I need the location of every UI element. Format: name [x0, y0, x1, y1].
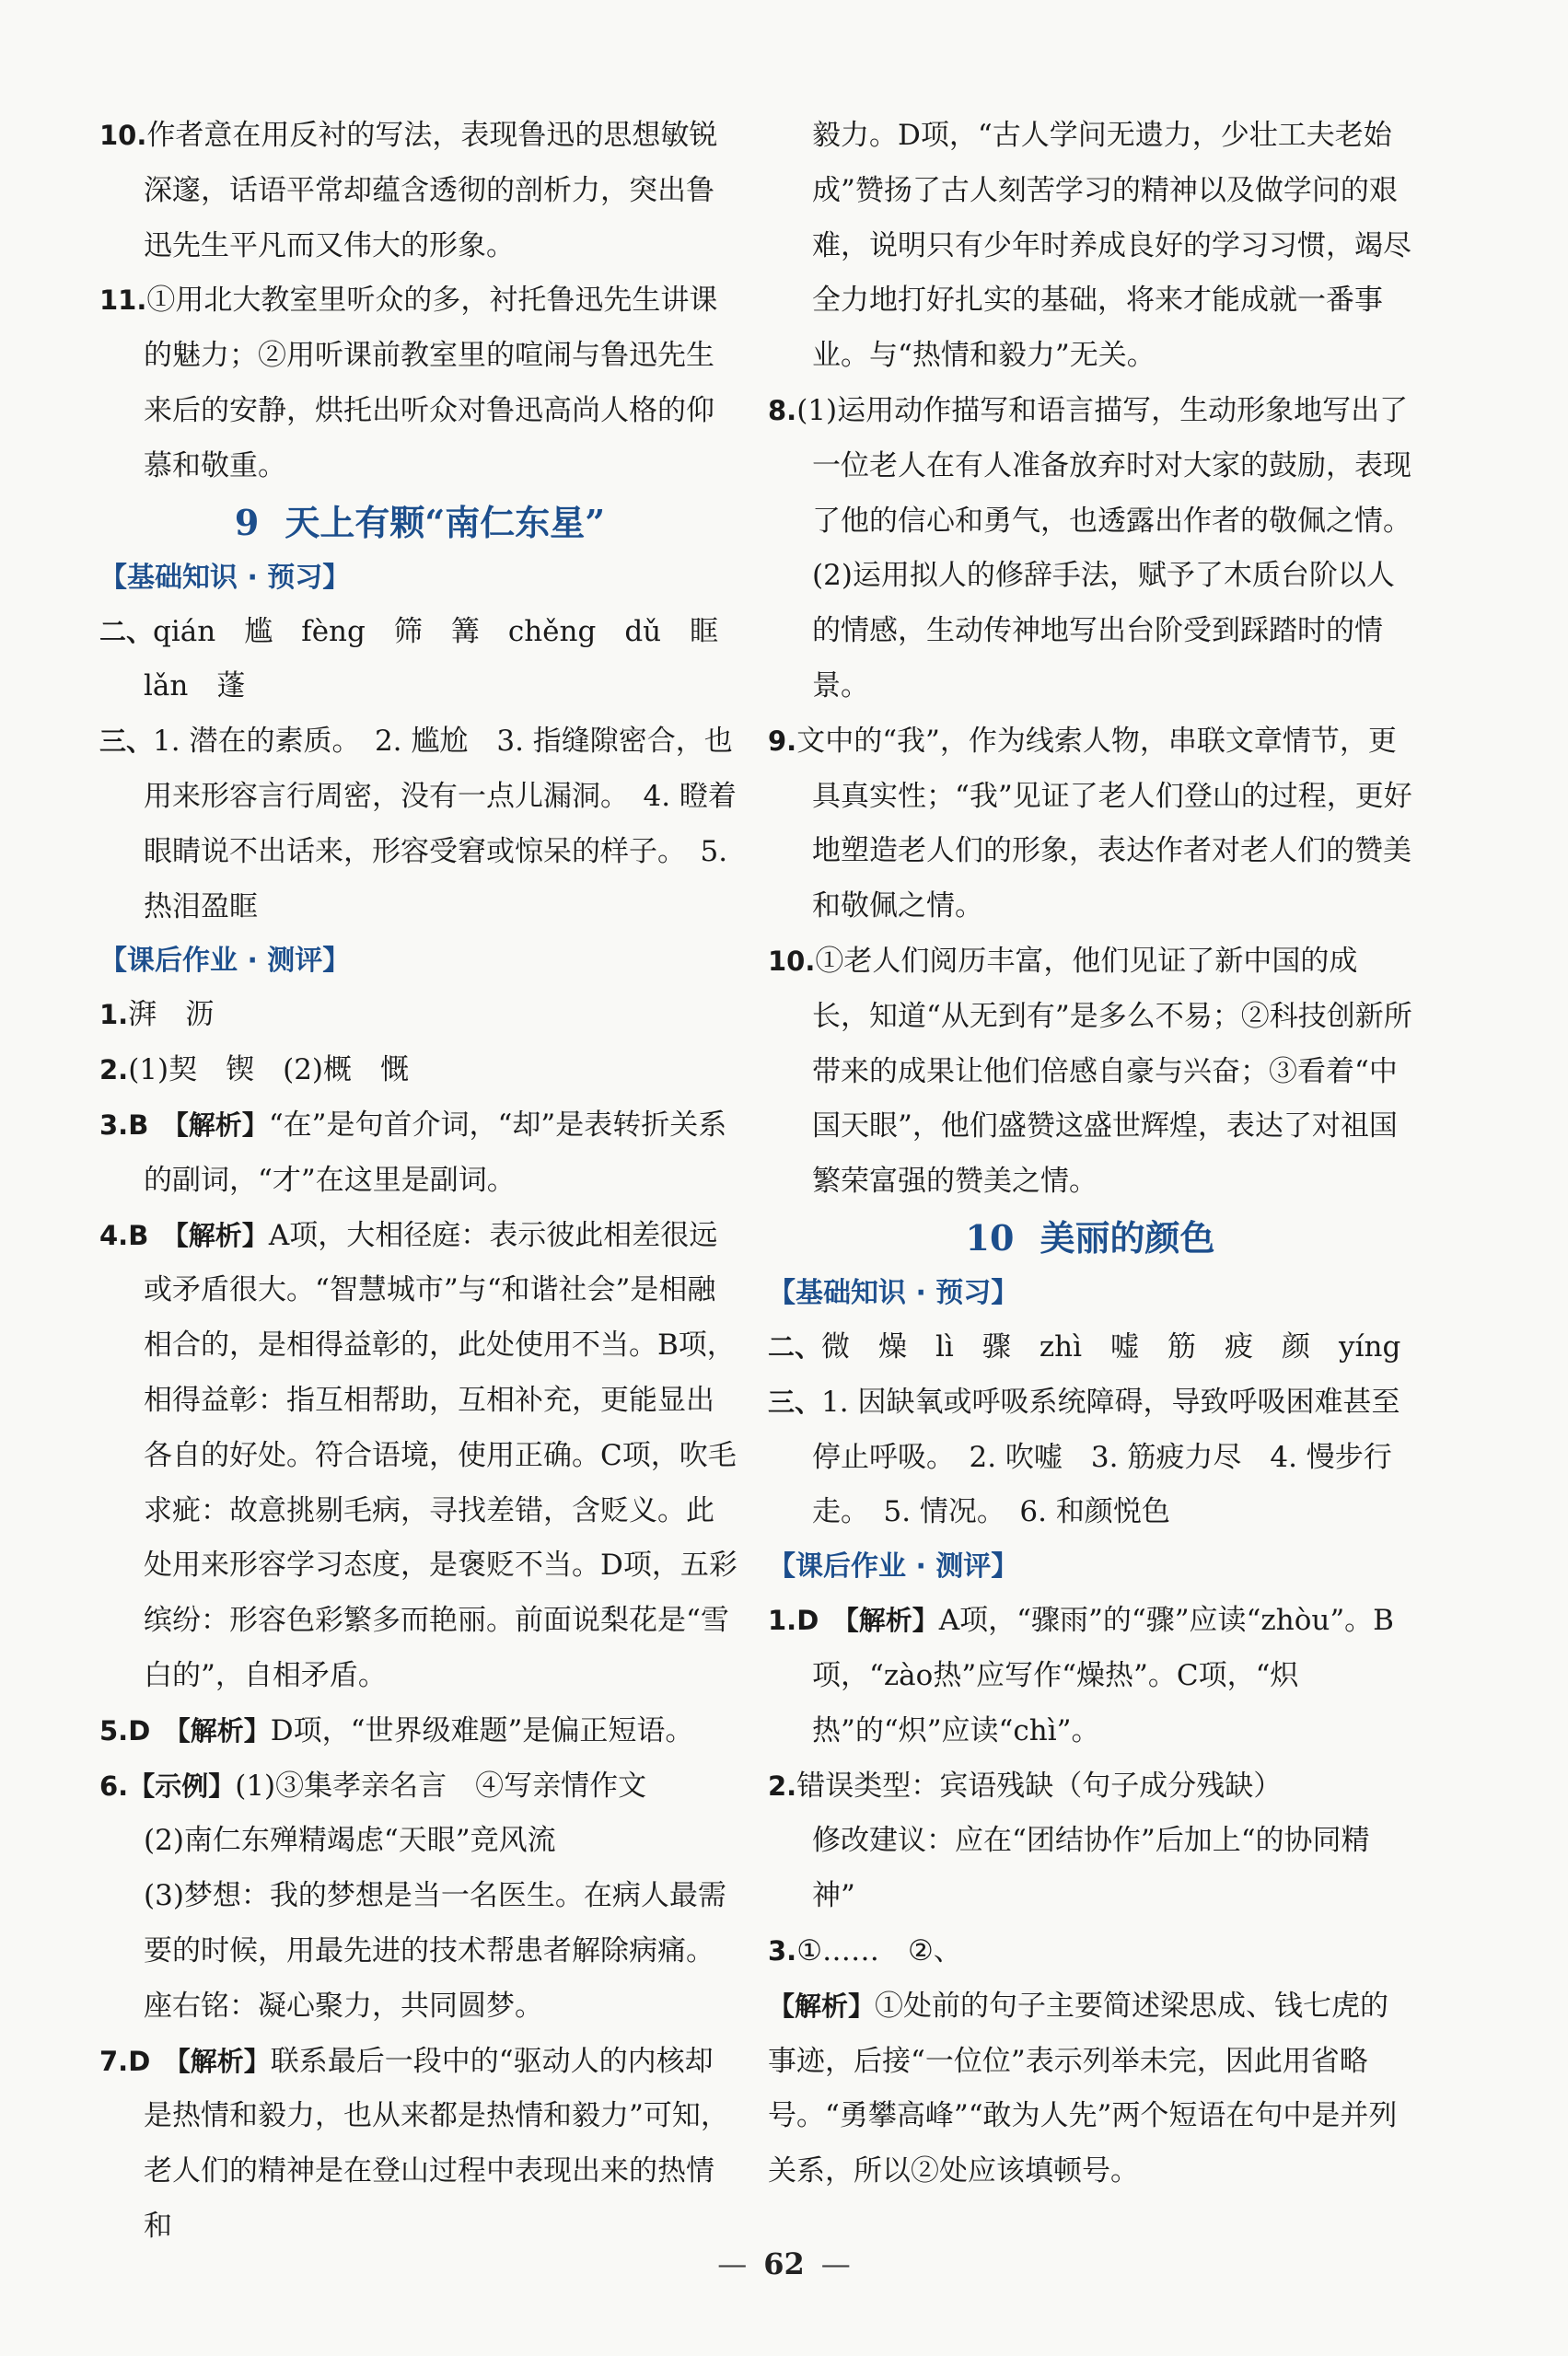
- answer-item: [768, 1375, 1412, 1540]
- answer-text: qián 尴 fèng 筛 篝 chěng dǔ 眶 lǎn 蓬: [144, 614, 748, 703]
- item-number: 二、: [768, 1330, 822, 1363]
- item-number: 三、: [99, 725, 154, 758]
- item-number: 11.: [99, 284, 147, 317]
- item-number: 5.: [99, 1714, 129, 1747]
- answer-item: [99, 1098, 740, 1209]
- item-number: 10.: [99, 120, 147, 151]
- item-number: 2.: [99, 1054, 129, 1086]
- answer-tag: B 【解析】: [128, 1219, 269, 1251]
- answer-item: [99, 1759, 740, 1815]
- chapter-title: [768, 1210, 1412, 1267]
- answer-item: [768, 1759, 1412, 1815]
- item-number: 二、: [99, 615, 154, 647]
- item-number: 1.: [99, 999, 129, 1031]
- answer-item: [768, 384, 1412, 549]
- answer-text: (1)③集孝亲名言 ④写亲情作文: [235, 1769, 647, 1803]
- page-number: 62: [763, 2246, 805, 2281]
- answer-text: 座右铭：凝心聚力，共同圆梦。: [144, 1989, 543, 2023]
- item-number: 8.: [768, 394, 797, 426]
- answer-text: A项，大相径庭：表示彼此相差很远或矛盾很大。“智慧城市”与“和谐社会”是相融相合的，是相得益彰的，此处使用不当。B项，相得益彰：指互相帮助，互相补充，更能显出各自的好处。符合语境，使用正确。C项，吹毛求疵：故意挑剔毛病，寻找差错，含贬义。此处用来形容学习态度，是褒贬不当。D项，五彩缤纷：形容色彩繁多而艳丽。前面说梨花是“雪白的”，自相矛盾。: [144, 1218, 738, 1692]
- item-number: 2.: [768, 1770, 797, 1802]
- chapter-name: 美丽的颜色: [1040, 1216, 1215, 1259]
- answer-text: 修改建议：应在“团结协作”后加上“的协同精神”: [812, 1824, 1370, 1913]
- answer-item: [99, 273, 740, 493]
- item-number: 三、: [768, 1386, 822, 1418]
- answer-tag: B 【解析】: [128, 1108, 269, 1141]
- answer-item: [99, 988, 740, 1043]
- footer-dash: —: [820, 2246, 851, 2281]
- answer-text: A项，“骤雨”的“骤”应读“zhòu”。B项，“zào热”应写作“燥热”。C项，“炽热”的“炽”应读“chì”。: [812, 1604, 1394, 1747]
- answer-text: 文中的“我”，作为线索人物，串联文章情节，更具真实性；“我”见证了老人们登山的过程，更好地塑造老人们的形象，表达作者对老人们的赞美和敬佩之情。: [796, 724, 1412, 923]
- answer-text: 联系最后一段中的“驱动人的内核却是热情和毅力，也从来都是热情和毅力”可知，老人们的精神是在登山过程中表现出来的热情和: [144, 2044, 729, 2243]
- footer-dash: —: [717, 2246, 748, 2281]
- answer-item: [99, 109, 740, 273]
- answer-continuation: [768, 109, 1412, 384]
- answer-continuation: [768, 1979, 1412, 2199]
- answer-tag: D 【解析】: [796, 1605, 939, 1637]
- section-heading: 【课后作业 · 测评】: [768, 1550, 1019, 1584]
- chapter-number: 10: [965, 1216, 1015, 1259]
- answer-text: ①处前的句子主要简述梁思成、钱七虎的事迹，后接“一位位”表示列举未完，因此用省略号。“勇攀高峰”“敢为人先”两个短语在句中是并列关系，所以②处应该填顿号。: [768, 1989, 1398, 2188]
- answer-item: [99, 1704, 740, 1759]
- section-heading: 【基础知识 · 预习】: [99, 561, 351, 594]
- left-column: [99, 109, 748, 2255]
- answer-item: [768, 1320, 1412, 1375]
- answer-text: ①…… ②、: [796, 1933, 962, 1967]
- answer-text: D项，“世界级难题”是偏正短语。: [270, 1713, 694, 1747]
- answer-text: 1. 因缺氧或呼吸系统障碍，导致呼吸困难甚至停止呼吸。 2. 吹嘘 3. 筋疲力尽 4. 慢步行走。 5. 情况。 6. 和颜悦色: [812, 1385, 1400, 1529]
- chapter-name: 天上有颗“南仁东星”: [285, 501, 606, 543]
- right-column: [768, 109, 1412, 2199]
- answer-text: (1)运用动作描写和语言描写，生动形象地写出了一位老人在有人准备放弃时对大家的鼓励，表现了他的信心和勇气，也透露出作者的敬佩之情。: [796, 393, 1411, 538]
- answer-continuation: [99, 1979, 740, 2035]
- chapter-title: [99, 494, 740, 551]
- answer-continuation: [768, 1814, 1412, 1924]
- item-number: 9.: [768, 725, 797, 757]
- answer-text: ①用北大教室里听众的多，衬托鲁迅先生讲课的魅力；②用听课前教室里的喧闹与鲁迅先生来后的安静，烘托出听众对鲁迅高尚人格的仰慕和敬重。: [144, 284, 718, 482]
- answer-text: 1. 潜在的素质。 2. 尴尬 3. 指缝隙密合，也用来形容言行周密，没有一点儿漏洞。 4. 瞪着眼睛说不出话来，形容受窘或惊呆的样子。 5. 热泪盈眶: [144, 725, 737, 923]
- item-number: 1.: [768, 1605, 797, 1637]
- item-number: 7.: [99, 2045, 129, 2077]
- section-heading: 【课后作业 · 测评】: [99, 945, 351, 978]
- answer-text: (3)梦想：我的梦想是当一名医生。在病人最需要的时候，用最先进的技术帮患者解除病痛。: [144, 1879, 726, 1967]
- answer-continuation: [99, 1869, 740, 1979]
- answer-text: (1)契 锲 (2)概 慨: [128, 1053, 410, 1087]
- answer-text: 毅力。D项，“古人学问无遗力，少壮工夫老始成”赞扬了古人刻苦学习的精神以及做学问的艰难，说明只有少年时养成良好的学习习惯，竭尽全力地打好扎实的基础，将来才能成就一番事业。与“热情和毅力”无关。: [812, 119, 1411, 373]
- answer-item: [99, 605, 748, 715]
- answer-text: 作者意在用反衬的写法，表现鲁迅的思想敏锐深邃，话语平常却蕴含透彻的剖析力，突出鲁迅先生平凡而又伟大的形象。: [144, 119, 718, 262]
- answer-continuation: [99, 1814, 740, 1869]
- answer-text: 微 燥 lì 骤 zhì 嘘 筋 疲 颜 yíng: [821, 1329, 1401, 1364]
- section-heading: 【基础知识 · 预习】: [768, 1276, 1019, 1309]
- answer-text: ①老人们阅历丰富，他们见证了新中国的成长，知道“从无到有”是多么不易；②科技创新所带来的成果让他们倍感自豪与兴奋；③看着“中国天眼”，他们盛赞这盛世辉煌，表达了对祖国繁荣富强的赞美之情。: [812, 944, 1412, 1199]
- answer-text: (2)南仁东殚精竭虑“天眼”竞风流: [144, 1824, 556, 1858]
- answer-tag: 【解析】: [768, 1990, 876, 2022]
- answer-tag: 【示例】: [128, 1770, 236, 1802]
- answer-continuation: [768, 549, 1412, 714]
- answer-text: (2)运用拟人的修辞手法，赋予了木质台阶以人的情感，生动传神地写出台阶受到踩踏时的情景。: [812, 559, 1395, 702]
- answer-item: [99, 2035, 740, 2255]
- answer-text: 错误类型：宾语残缺（句子成分残缺）: [796, 1769, 1283, 1803]
- answer-item: [768, 1594, 1412, 1758]
- item-number: 4.: [99, 1219, 129, 1251]
- item-number: 6.: [99, 1770, 129, 1802]
- page-footer: [0, 2246, 1568, 2281]
- answer-text: 湃 沥: [128, 998, 215, 1032]
- item-number: 3.: [99, 1108, 129, 1141]
- answer-item: [768, 934, 1412, 1210]
- item-number: 10.: [768, 945, 816, 977]
- answer-item: [99, 714, 740, 934]
- answer-item: [768, 1924, 1412, 1979]
- answer-tag: D 【解析】: [128, 2045, 271, 2077]
- answer-item: [768, 714, 1412, 934]
- answer-text: “在”是句首介词，“却”是表转折关系的副词，“才”在这里是副词。: [144, 1108, 727, 1197]
- chapter-number: 9: [234, 501, 260, 543]
- answer-tag: D 【解析】: [128, 1714, 271, 1747]
- answer-item: [99, 1209, 740, 1704]
- item-number: 3.: [768, 1934, 797, 1967]
- answer-item: [99, 1043, 740, 1098]
